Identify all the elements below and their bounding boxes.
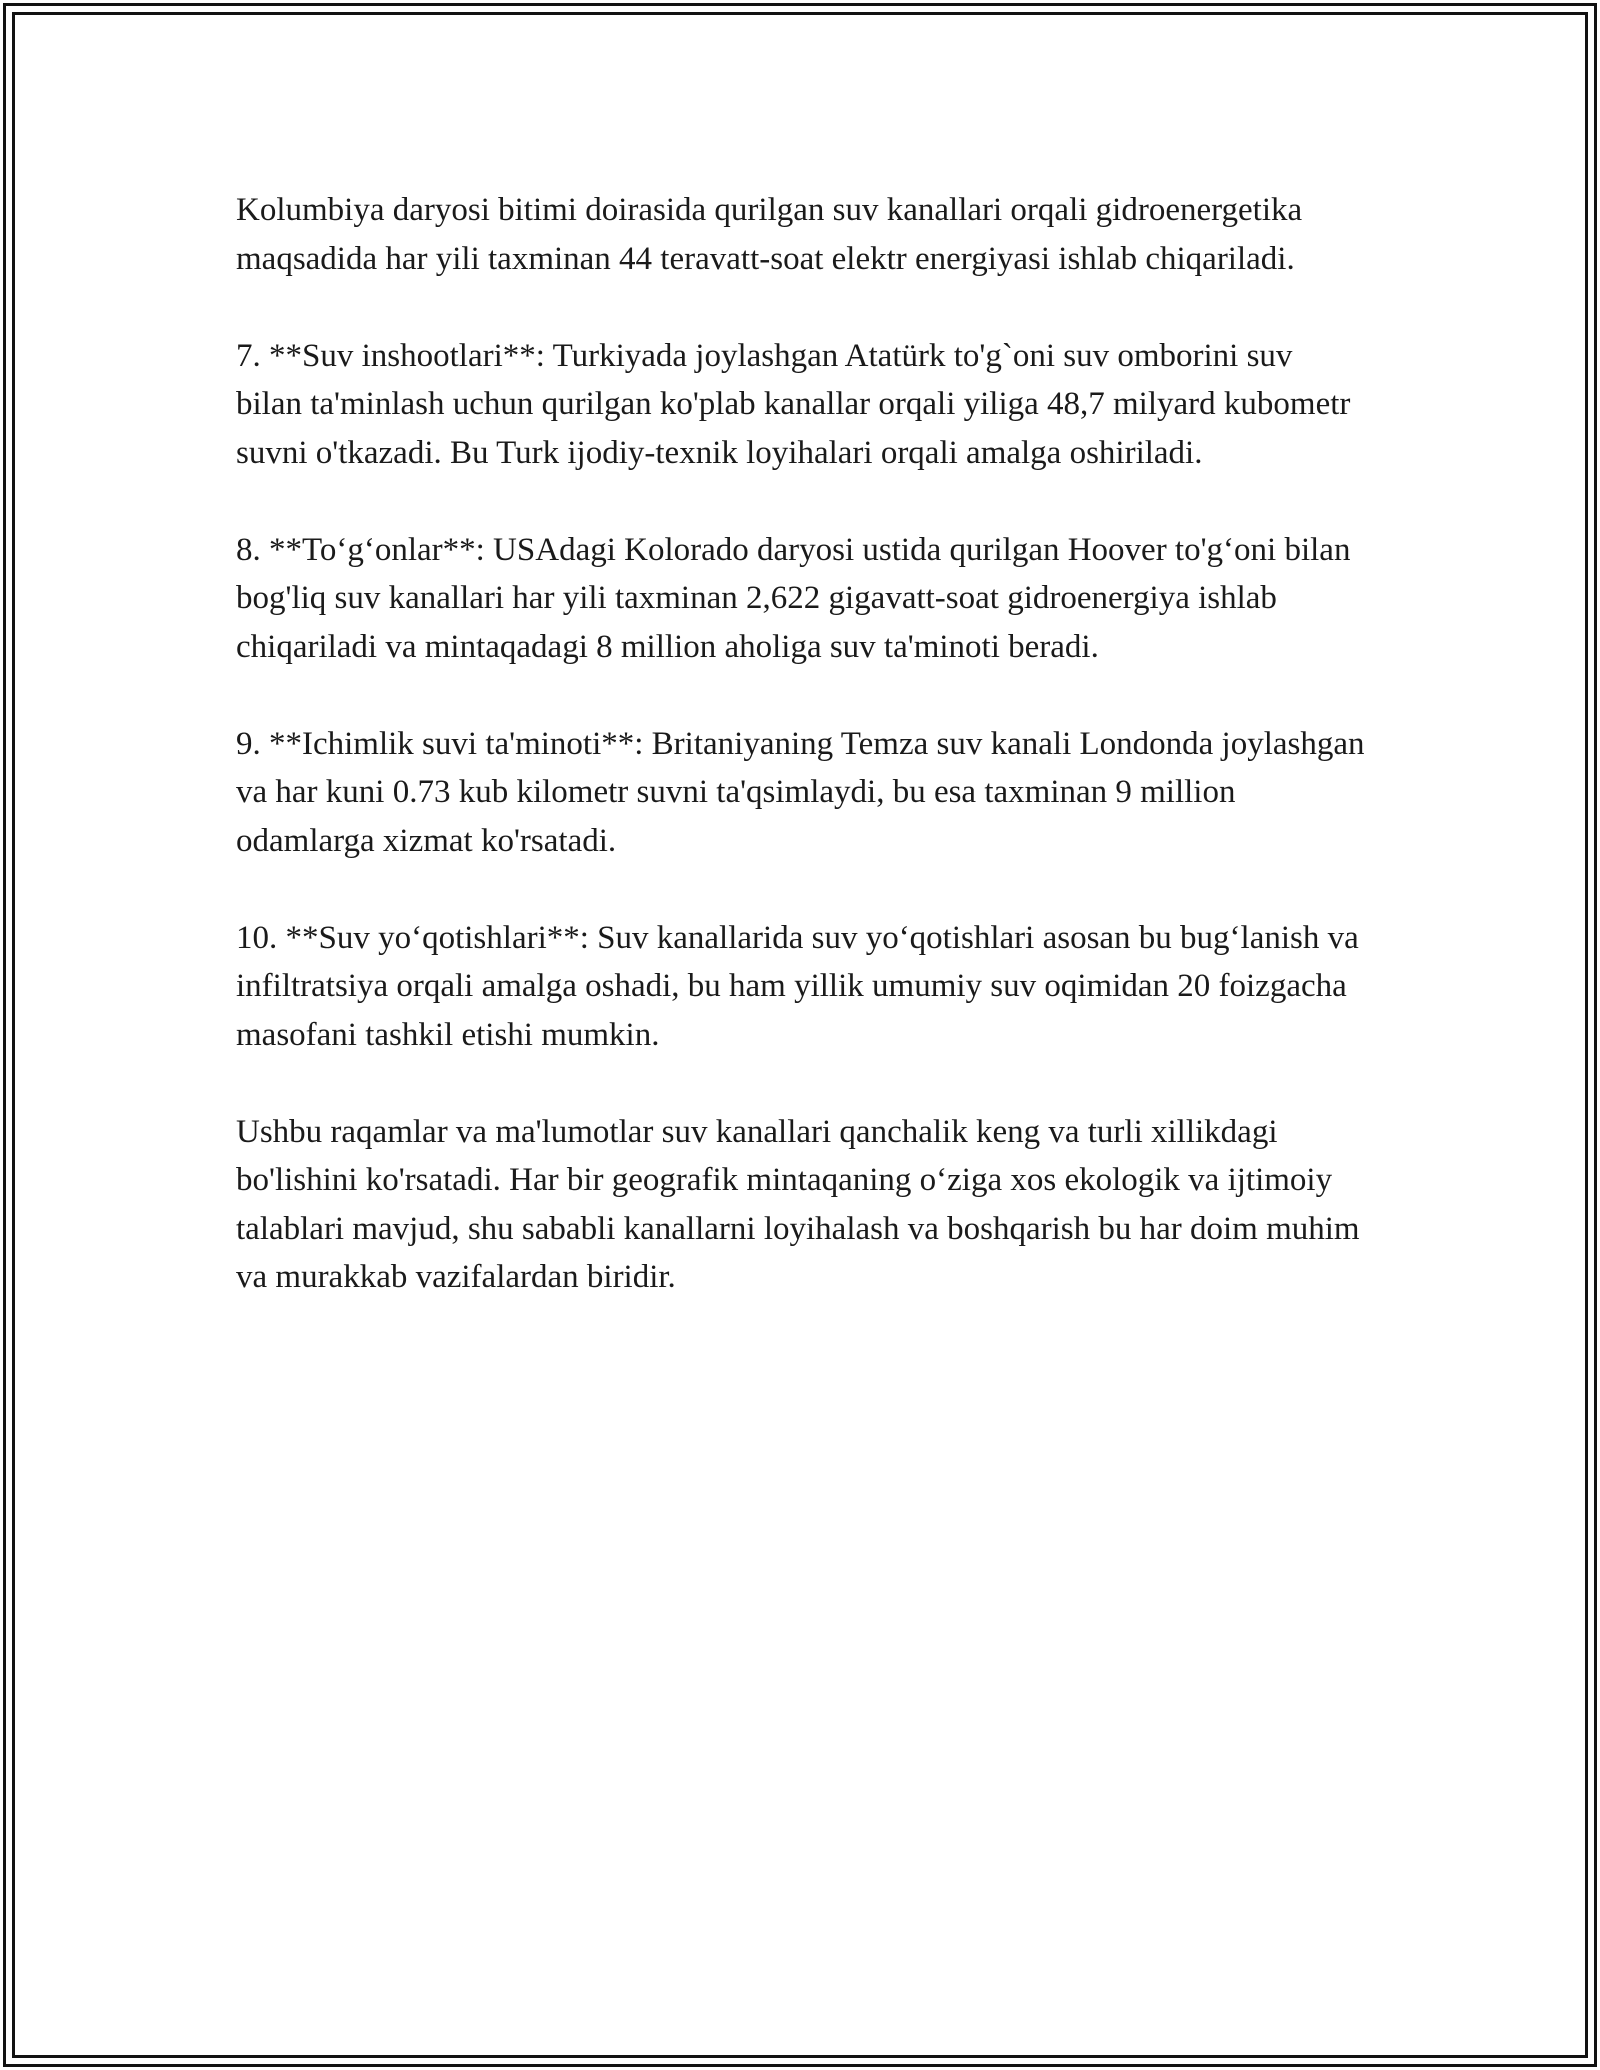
paragraph-item-7: 7. **Suv inshootlari**: Turkiyada joylashgan Atatürk to'g`oni suv omborini suv bilan ta'minlash uchun qurilgan ko'plab kanallar orqali yiliga 48,7 milyard kubometr suvni o'tkazadi. Bu Turk ijodiy-texnik loyihalari orqali amalga oshiriladi. (236, 337, 1351, 471)
paragraph-item-8: 8. **To‘g‘onlar**: USAdagi Kolorado daryosi ustida qurilgan Hoover to'g‘oni bilan bog'liq suv kanallari har yili taxminan 2,622 gigavatt-soat gidroenergiya ishlab chiqariladi va mintaqadagi 8 million aholiga suv ta'minoti beradi. (236, 531, 1351, 665)
paragraph-intro: Kolumbiya daryosi bitimi doirasida qurilgan suv kanallari orqali gidroenergetika maqsadida har yili taxminan 44 teravatt-soat elektr energiyasi ishlab chiqariladi. (236, 192, 1303, 277)
document-body (236, 186, 1366, 1350)
paragraph-conclusion: Ushbu raqamlar va ma'lumotlar suv kanallari qanchalik keng va turli xillikdagi bo'lishini ko'rsatadi. Har bir geografik mintaqaning o‘ziga xos ekologik va ijtimoiy talablari mavjud, shu sababli kanallarni loyihalash va boshqarish bu har doim muhim va murakkab vazifalardan biridir. (236, 1113, 1360, 1295)
paragraph-item-10: 10. **Suv yo‘qotishlari**: Suv kanallarida suv yo‘qotishlari asosan bu bug‘lanish va infiltratsiya orqali amalga oshadi, bu ham yillik umumiy suv oqimidan 20 foizgacha masofani tashkil etishi mumkin. (236, 919, 1359, 1053)
paragraph-item-9: 9. **Ichimlik suvi ta'minoti**: Britaniyaning Temza suv kanali Londonda joylashgan va har kuni 0.73 kub kilometr suvni ta'qsimlaydi, bu esa taxminan 9 million odamlarga xizmat ko'rsatadi. (236, 725, 1365, 859)
